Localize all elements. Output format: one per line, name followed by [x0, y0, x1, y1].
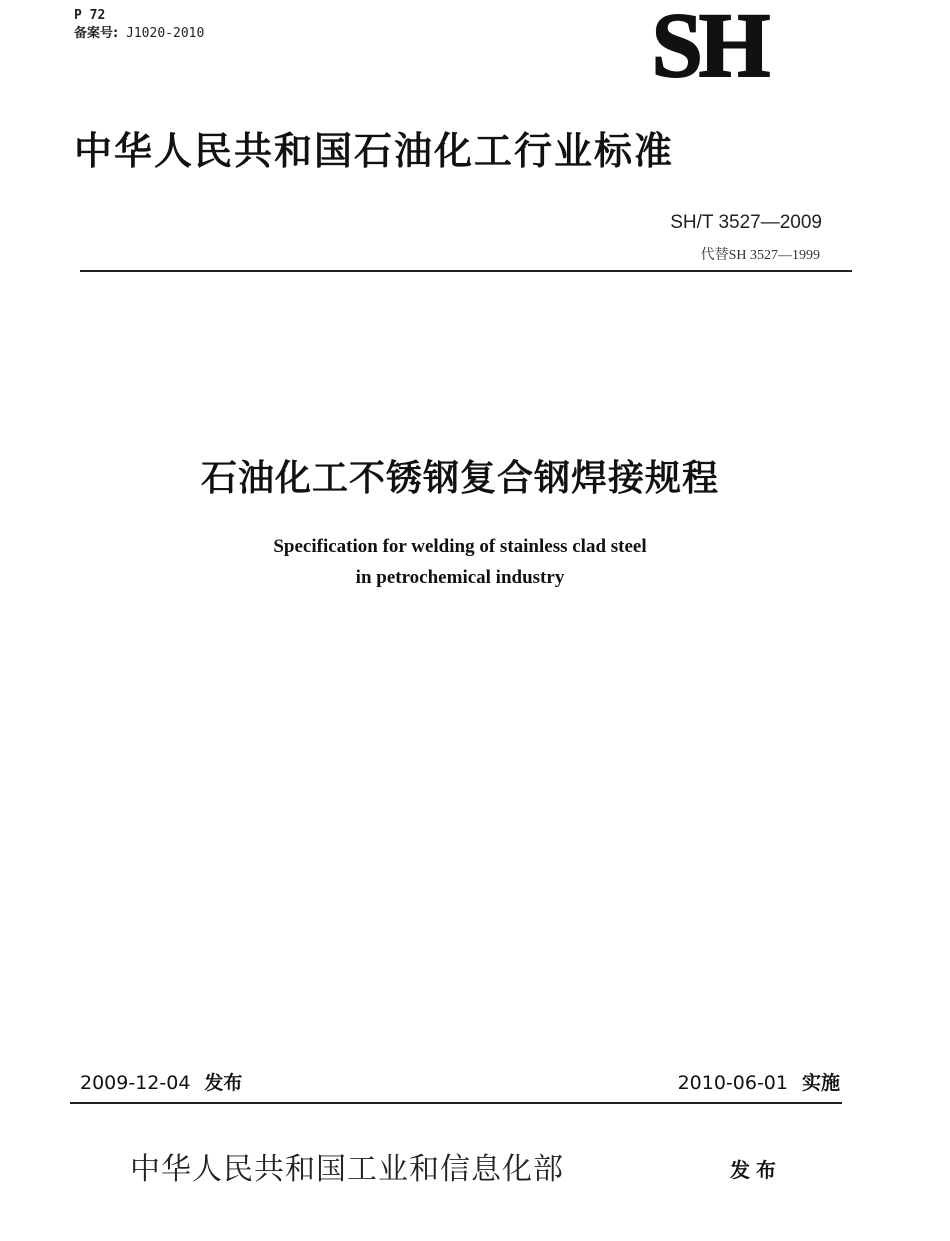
publisher-name: 中华人民共和国工业和信息化部 — [130, 1152, 564, 1187]
implementation-date: 2010-06-01 — [677, 1072, 788, 1094]
implementation-word: 实施 — [801, 1072, 840, 1094]
bottom-divider — [70, 1102, 842, 1104]
filing-number-value: J1020-2010 — [126, 26, 205, 41]
issue-date-row — [80, 1068, 242, 1095]
replaces-standard: 代替SH 3527—1999 — [700, 248, 820, 263]
standard-number: SH/T 3527—2009 — [670, 212, 822, 233]
document-title-en-line2: in petrochemical industry — [355, 567, 565, 588]
filing-number-label: 备案号: — [74, 26, 119, 41]
sh-logo — [614, 4, 804, 88]
filing-number — [74, 26, 204, 42]
sh-logo-text: SH — [651, 4, 767, 88]
issue-word: 发布 — [204, 1072, 243, 1094]
implementation-date-row — [678, 1068, 840, 1095]
header-title: 中华人民共和国石油化工行业标准 — [74, 129, 675, 173]
document-title-cn: 石油化工不锈钢复合钢焊接规程 — [200, 458, 719, 499]
publish-action: 发布 — [730, 1158, 782, 1182]
top-divider — [80, 270, 852, 272]
issue-date: 2009-12-04 — [80, 1072, 191, 1094]
document-title-en-line1: Specification for welding of stainless clad steel — [273, 536, 647, 557]
classification-code: P 72 — [74, 8, 106, 23]
